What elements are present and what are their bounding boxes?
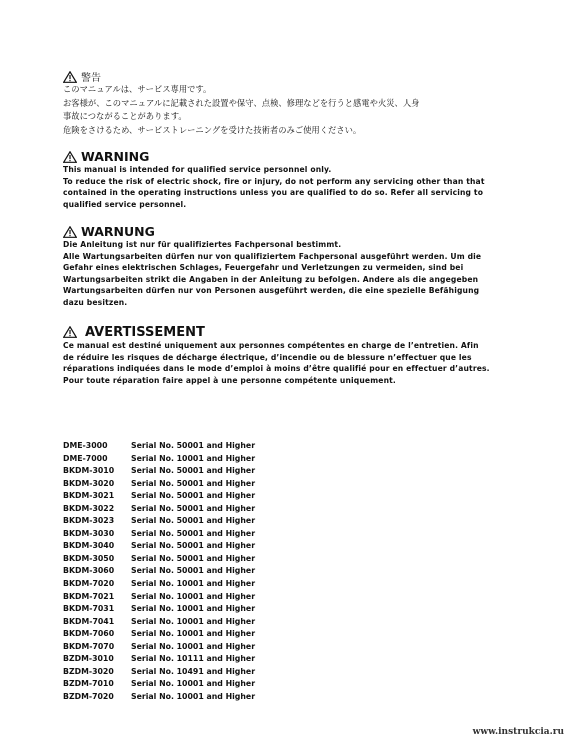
model-name: BKDM-7060 xyxy=(63,629,115,639)
model-serial: Serial No. 10001 and Higher xyxy=(131,679,256,689)
model-serial: Serial No. 10001 and Higher xyxy=(131,629,256,639)
warning-line: 事故につながることがあります。 xyxy=(63,111,187,121)
model-name: BKDM-3030 xyxy=(63,528,115,538)
model-name: BZDM-7010 xyxy=(63,679,114,689)
model-name: BKDM-3021 xyxy=(63,491,115,501)
warning-triangle-icon xyxy=(63,226,77,238)
model-serial: Serial No. 10001 and Higher xyxy=(131,604,256,614)
warning-line: dazu besitzen. xyxy=(63,297,128,307)
model-row xyxy=(63,515,255,528)
model-serial: Serial No. 50001 and Higher xyxy=(131,441,256,450)
warning-body-de xyxy=(63,239,482,309)
model-row xyxy=(63,603,255,616)
model-serial: Serial No. 50001 and Higher xyxy=(131,491,256,501)
warning-heading-de xyxy=(63,224,458,239)
model-serial: Serial No. 50001 and Higher xyxy=(131,503,256,513)
warning-heading-jp xyxy=(63,70,458,83)
model-serial: Serial No. 50001 and Higher xyxy=(131,516,256,526)
model-row xyxy=(63,453,255,466)
warning-line: Wartungsarbeiten dürfen nur von Personen ausgeführt werden, die eine spezielle Befähigung xyxy=(63,286,480,296)
model-serial-list xyxy=(63,440,255,703)
warning-line: Die Anleitung ist nur für qualifiziertes Fachpersonal bestimmt. xyxy=(63,240,342,249)
model-name: DME-3000 xyxy=(63,441,108,450)
model-name: BKDM-7021 xyxy=(63,591,115,601)
model-serial: Serial No. 50001 and Higher xyxy=(131,541,256,551)
model-row xyxy=(63,591,255,604)
warning-line: Ce manual est destiné uniquement aux personnes compétentes en charge de l’entretien. Afin xyxy=(63,341,479,350)
model-name: BKDM-7020 xyxy=(63,579,115,589)
model-row xyxy=(63,666,255,679)
warning-line: de réduire les risques de décharge électrique, d’incendie ou de blessure n’effectuer que les xyxy=(63,352,472,362)
warning-heading-fr xyxy=(63,324,458,340)
warning-line: This manual is intended for qualified service personnel only. xyxy=(63,165,332,174)
warning-triangle-icon xyxy=(63,151,77,163)
model-serial: Serial No. 10001 and Higher xyxy=(131,579,256,589)
warning-section-jp xyxy=(63,70,458,137)
watermark: www.instrukcia.ru xyxy=(472,727,564,737)
model-name: BKDM-7031 xyxy=(63,604,115,614)
warning-line: このマニュアルは、サービス専用です。 xyxy=(63,84,212,94)
model-name: BKDM-3010 xyxy=(63,466,115,476)
model-row xyxy=(63,565,255,578)
warning-line: Wartungsarbeiten strikt die Angaben in der Anleitung zu befolgen. Andere als die angegeben xyxy=(63,274,479,284)
warning-title-en: WARNING xyxy=(81,149,150,164)
warning-line: Alle Wartungsarbeiten dürfen nur von qualifiziertem Fachpersonal ausgeführt werden. Um die xyxy=(63,251,482,261)
model-serial: Serial No. 50001 and Higher xyxy=(131,528,256,538)
model-serial: Serial No. 50001 and Higher xyxy=(131,566,256,576)
model-row xyxy=(63,540,255,553)
warning-body-fr xyxy=(63,340,490,386)
model-row xyxy=(63,465,255,478)
model-name: BKDM-3050 xyxy=(63,553,115,563)
model-serial: Serial No. 10491 and Higher xyxy=(131,666,256,676)
model-name: BKDM-3060 xyxy=(63,566,115,576)
model-row xyxy=(63,578,255,591)
model-name: DME-7000 xyxy=(63,453,108,463)
model-serial: Serial No. 10001 and Higher xyxy=(131,591,256,601)
model-name: BZDM-7020 xyxy=(63,691,114,701)
model-serial: Serial No. 10111 and Higher xyxy=(131,654,256,664)
model-serial: Serial No. 50001 and Higher xyxy=(131,466,256,476)
model-serial: Serial No. 10001 and Higher xyxy=(131,691,256,701)
warning-title-fr: AVERTISSEMENT xyxy=(85,324,205,340)
model-row xyxy=(63,478,255,491)
model-name: BZDM-3010 xyxy=(63,654,114,664)
model-row xyxy=(63,503,255,516)
model-name: BKDM-3022 xyxy=(63,503,115,513)
model-name: BKDM-3023 xyxy=(63,516,115,526)
model-serial: Serial No. 50001 and Higher xyxy=(131,478,256,488)
warning-section-de xyxy=(63,224,482,309)
model-row xyxy=(63,528,255,541)
model-name: BKDM-7041 xyxy=(63,616,115,626)
warning-line: お客様が、このマニュアルに記載された設置や保守、点検、修理などを行うと感電や火災、人身 xyxy=(63,97,420,108)
model-row xyxy=(63,490,255,503)
warning-heading-en xyxy=(63,149,458,164)
model-name: BKDM-3020 xyxy=(63,478,115,488)
model-serial: Serial No. 10001 and Higher xyxy=(131,616,256,626)
model-row xyxy=(63,616,255,629)
warning-line: To reduce the risk of electric shock, fire or injury, do not perform any servicing other than that xyxy=(63,176,485,186)
warning-triangle-icon xyxy=(63,71,77,83)
model-row xyxy=(63,641,255,654)
model-row xyxy=(63,553,255,566)
model-name: BKDM-7070 xyxy=(63,641,115,651)
model-row xyxy=(63,628,255,641)
model-serial: Serial No. 10001 and Higher xyxy=(131,641,256,651)
warning-body-en xyxy=(63,164,485,210)
model-name: BZDM-3020 xyxy=(63,666,114,676)
warning-title-de: WARNUNG xyxy=(81,224,155,239)
model-row xyxy=(63,691,255,704)
warning-triangle-icon xyxy=(63,326,77,338)
warning-line: qualified service personnel. xyxy=(63,199,187,209)
warning-body-jp xyxy=(63,83,458,137)
model-name: BKDM-3040 xyxy=(63,541,115,551)
warning-line: Pour toute réparation faire appel à une personne compétente uniquement. xyxy=(63,375,396,385)
warning-section-fr xyxy=(63,324,490,386)
model-row xyxy=(63,678,255,691)
warning-section-en xyxy=(63,149,485,210)
warning-line: 危険をさけるため、サービストレーニングを受けた技術者のみご使用ください。 xyxy=(63,124,362,135)
warning-title-jp: 警告 xyxy=(81,73,101,84)
warning-line: réparations indiquées dans le mode d’emploi à moins d’être qualifié pour en effectuer d’autres. xyxy=(63,364,490,374)
warning-line: Gefahr eines elektrischen Schlages, Feuergefahr und Verletzungen zu vermeiden, sind bei xyxy=(63,263,464,273)
model-serial: Serial No. 50001 and Higher xyxy=(131,553,256,563)
model-row xyxy=(63,440,255,453)
model-row xyxy=(63,653,255,666)
warning-line: contained in the operating instructions unless you are qualified to do so. Refer all servicing to xyxy=(63,188,484,198)
model-serial: Serial No. 10001 and Higher xyxy=(131,453,256,463)
